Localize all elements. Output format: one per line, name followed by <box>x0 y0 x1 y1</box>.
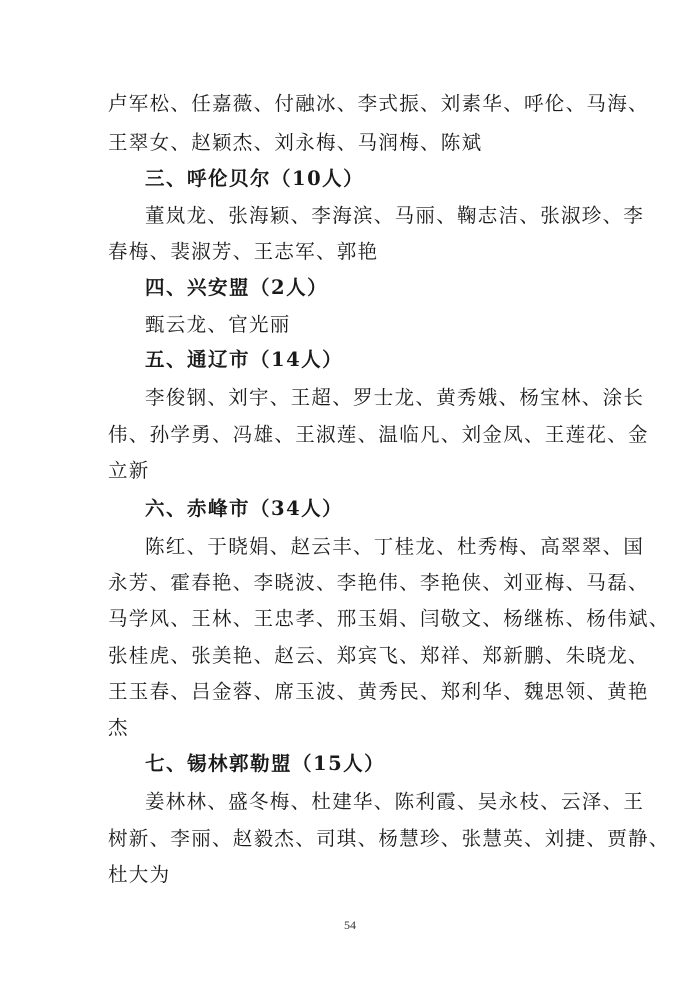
name-line: 姜林林、盛冬梅、杜建华、陈利霞、吴永枝、云泽、王 <box>145 790 645 813</box>
name-line: 马学风、王林、王忠孝、邢玉娟、闫敬文、杨继栋、杨伟斌、 <box>108 607 670 630</box>
name-line: 甄云龙、官光丽 <box>145 313 291 336</box>
page-number: 54 <box>344 918 356 932</box>
name-line: 春梅、裴淑芳、王志军、郭艳 <box>108 240 379 263</box>
name-line: 李俊钢、刘宇、王超、罗士龙、黄秀娥、杨宝林、涂长 <box>145 386 645 409</box>
name-line: 立新 <box>108 459 150 482</box>
name-line: 王玉春、吕金蓉、席玉波、黄秀民、郑利华、魏思领、黄艳 <box>108 680 649 703</box>
name-line: 杰 <box>108 716 129 739</box>
section-heading-xilingol: 七、锡林郭勒盟（15人） <box>145 752 386 775</box>
name-line: 卢军松、任嘉薇、付融冰、李式振、刘素华、呼伦、马海、 <box>108 92 649 115</box>
name-line: 王翠女、赵颖杰、刘永梅、马润梅、陈斌 <box>108 131 483 154</box>
name-line: 张桂虎、张美艳、赵云、郑宾飞、郑祥、郑新鹏、朱晓龙、 <box>108 644 649 667</box>
name-line: 杜大为 <box>108 863 171 886</box>
section-heading-tongliao: 五、通辽市（14人） <box>145 348 344 371</box>
name-line: 陈红、于晓娟、赵云丰、丁桂龙、杜秀梅、高翠翠、国 <box>145 535 645 558</box>
section-heading-chifeng: 六、赤峰市（34人） <box>145 497 344 520</box>
section-heading-hulunbuir: 三、呼伦贝尔（10人） <box>145 167 365 190</box>
name-line: 董岚龙、张海颖、李海滨、马丽、鞠志洁、张淑珍、李 <box>145 204 645 227</box>
name-line: 树新、李丽、赵毅杰、司琪、杨慧珍、张慧英、刘捷、贾静、 <box>108 827 670 850</box>
section-heading-xingan: 四、兴安盟（2人） <box>145 276 329 299</box>
name-line: 伟、孙学勇、冯雄、王淑莲、温临凡、刘金凤、王莲花、金 <box>108 423 649 446</box>
name-line: 永芳、霍春艳、李晓波、李艳伟、李艳侠、刘亚梅、马磊、 <box>108 571 649 594</box>
